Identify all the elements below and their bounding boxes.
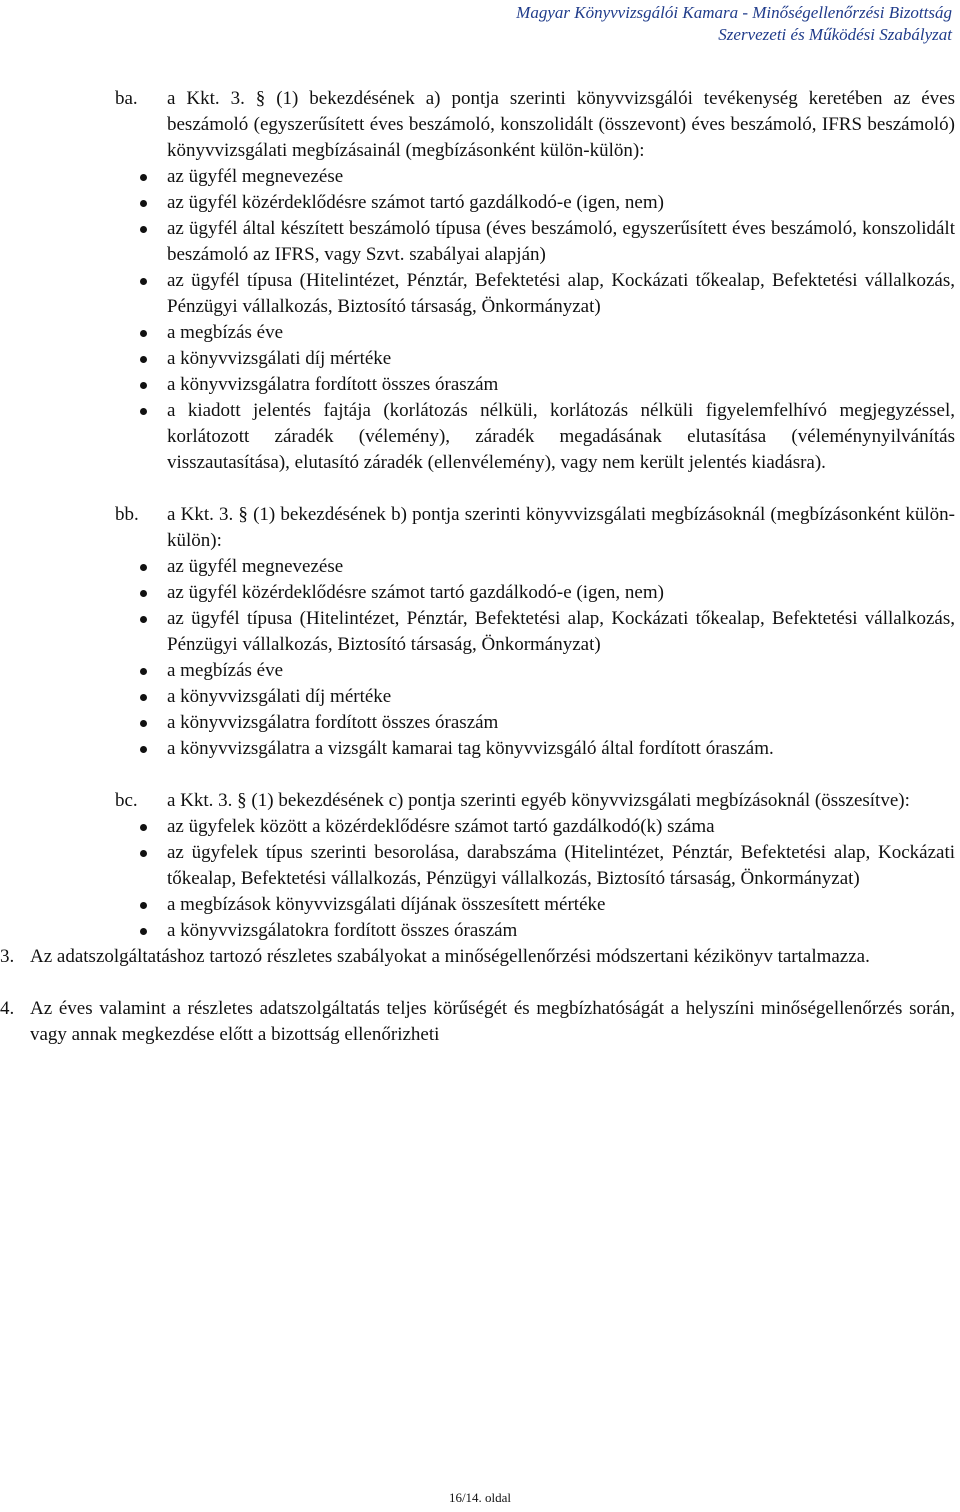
list-item: a megbízások könyvvizsgálati díjának összesített mértéke (167, 892, 955, 918)
bullet-icon (140, 590, 147, 597)
document-body (0, 86, 960, 1048)
bullet-icon (140, 616, 147, 623)
bullet-list (0, 164, 960, 476)
list-item: az ügyfelek típus szerinti besorolása, darabszáma (Hitelintézet, Pénztár, Befektetési alap, Kockázati tőkealap, Befektetési vállalkozás, Pénzügyi vállalkozás, Biztosító társaság, Önkormányzat) (167, 840, 955, 892)
paragraph-text: Az éves valamint a részletes adatszolgáltatás teljes körűségét és megbízhatóságát a helyszíni minőségellenőrzés során, vagy annak megkezdése előtt a bizottság ellenőrizheti (30, 998, 955, 1045)
bullet-icon (140, 408, 147, 415)
bullet-list (0, 814, 960, 944)
list-item: az ügyfelek között a közérdeklődésre számot tartó gazdálkodó(k) száma (167, 814, 955, 840)
list-item: a könyvvizsgálati díj mértéke (167, 684, 955, 710)
section-label: bc. (115, 790, 138, 811)
paragraph-text: Az adatszolgáltatáshoz tartozó részletes szabályokat a minőségellenőrzési módszertani kézikönyv tartalmazza. (30, 946, 870, 967)
list-item: az ügyfél közérdeklődésre számot tartó gazdálkodó-e (igen, nem) (167, 580, 955, 606)
list-item: a kiadott jelentés fajtája (korlátozás nélküli, korlátozás nélküli figyelemfelhívó megjegyzéssel, korlátozott záradék (vélemény), záradék megadásának elutasítása (véleménynyilvánítás visszautasítása), elutasító záradék (ellenvélemény), vagy nem került jelentés kiadásra). (167, 398, 955, 476)
numbered-paragraph-4 (0, 996, 955, 1048)
numbered-paragraph-3 (0, 944, 955, 970)
bullet-icon (140, 850, 147, 857)
list-item: az ügyfél közérdeklődésre számot tartó gazdálkodó-e (igen, nem) (167, 190, 955, 216)
list-item: az ügyfél megnevezése (167, 554, 955, 580)
bullet-list (0, 554, 960, 762)
section-bc (0, 788, 960, 944)
bullet-icon (140, 902, 147, 909)
bullet-icon (140, 746, 147, 753)
section-intro: a Kkt. 3. § (1) bekezdésének b) pontja szerinti könyvvizsgálati megbízásoknál (megbízásonként külön-külön): (167, 504, 955, 551)
bullet-icon (140, 694, 147, 701)
list-item: az ügyfél típusa (Hitelintézet, Pénztár, Befektetési alap, Kockázati tőkealap, Befektetési vállalkozás, Pénzügyi vállalkozás, Biztosító társaság, Önkormányzat) (167, 268, 955, 320)
list-item: a megbízás éve (167, 658, 955, 684)
bullet-icon (140, 928, 147, 935)
bullet-icon (140, 824, 147, 831)
bullet-icon (140, 720, 147, 727)
paragraph-number: 3. (0, 946, 15, 967)
section-label: bb. (115, 504, 139, 525)
section-ba (0, 86, 960, 476)
bullet-icon (140, 564, 147, 571)
bullet-icon (140, 668, 147, 675)
section-intro: a Kkt. 3. § (1) bekezdésének c) pontja szerinti egyéb könyvvizsgálati megbízásoknál (összesítve): (167, 790, 910, 811)
header-document-title: Szervezeti és Működési Szabályzat (718, 25, 952, 44)
bullet-icon (140, 174, 147, 181)
bullet-icon (140, 226, 147, 233)
section-intro: a Kkt. 3. § (1) bekezdésének a) pontja szerinti könyvvizsgálói tevékenység keretében az éves beszámoló (egyszerűsített éves beszámoló, konszolidált (összevont) éves beszámoló, IFRS beszámoló) könyvvizsgálati megbízásainál (megbízásonként külön-külön): (167, 88, 955, 161)
list-item: a könyvvizsgálatra fordított összes óraszám (167, 372, 955, 398)
list-item: a könyvvizsgálatokra fordított összes óraszám (167, 918, 955, 944)
list-item: a könyvvizsgálati díj mértéke (167, 346, 955, 372)
section-bb (0, 502, 960, 762)
bullet-icon (140, 278, 147, 285)
bullet-icon (140, 356, 147, 363)
paragraph-number: 4. (0, 998, 15, 1019)
section-label: ba. (115, 88, 138, 109)
bullet-icon (140, 382, 147, 389)
list-item: az ügyfél típusa (Hitelintézet, Pénztár, Befektetési alap, Kockázati tőkealap, Befektetési vállalkozás, Pénzügyi vállalkozás, Biztosító társaság, Önkormányzat) (167, 606, 955, 658)
list-item: a könyvvizsgálatra a vizsgált kamarai tag könyvvizsgáló által fordított óraszám. (167, 736, 955, 762)
bullet-icon (140, 330, 147, 337)
header-organization: Magyar Könyvvizsgálói Kamara - Minőségellenőrzési Bizottság (516, 3, 952, 22)
list-item: az ügyfél által készített beszámoló típusa (éves beszámoló, egyszerűsített éves beszámoló, konszolidált beszámoló az IFRS, vagy Szvt. szabályai alapján) (167, 216, 955, 268)
list-item: az ügyfél megnevezése (167, 164, 955, 190)
bullet-icon (140, 200, 147, 207)
page-number: 16/14. oldal (448, 1490, 512, 1505)
list-item: a könyvvizsgálatra fordított összes óraszám (167, 710, 955, 736)
list-item: a megbízás éve (167, 320, 955, 346)
page-header (352, 2, 952, 46)
